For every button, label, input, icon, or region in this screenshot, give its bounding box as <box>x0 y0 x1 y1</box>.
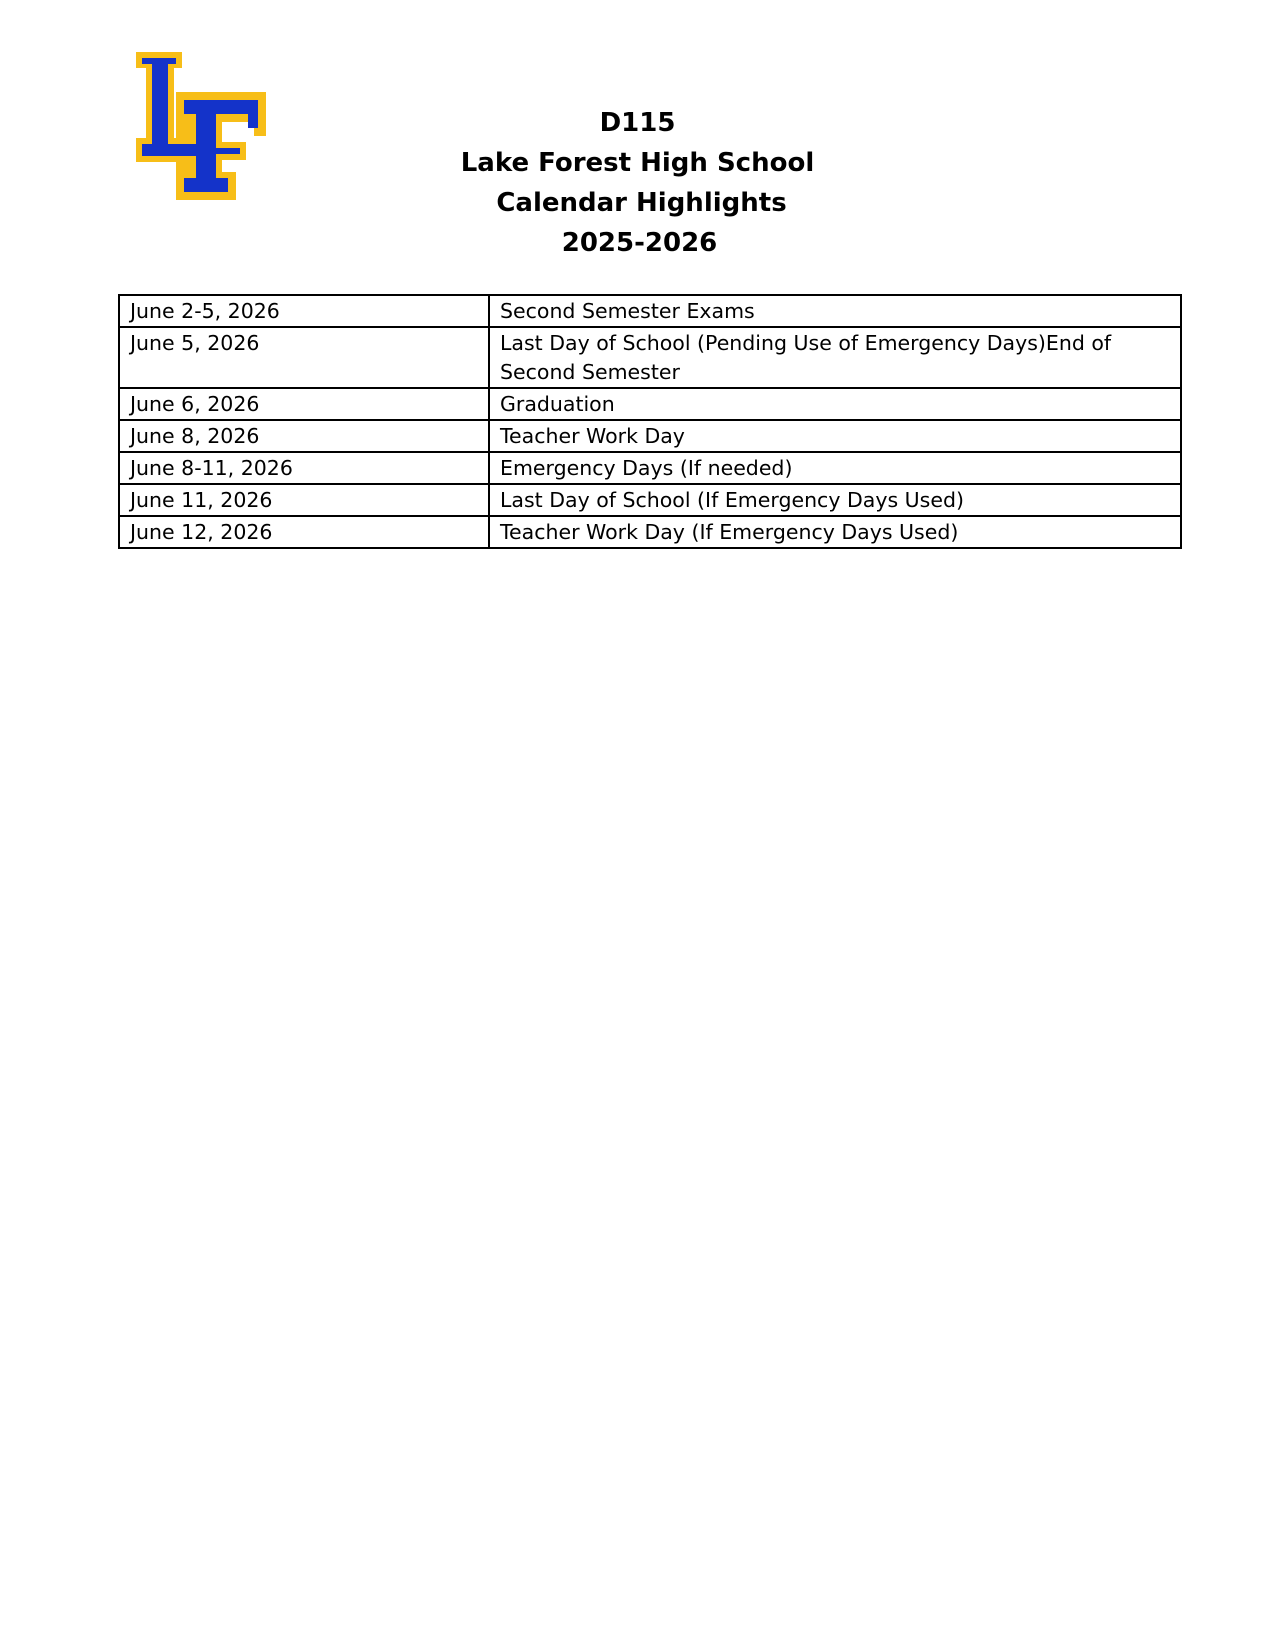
table-row <box>119 484 1181 516</box>
event-cell: Teacher Work Day (If Emergency Days Used) <box>489 516 1181 548</box>
event-cell: Graduation <box>489 388 1181 420</box>
table-row <box>119 452 1181 484</box>
school-year: 2025-2026 <box>561 228 718 258</box>
table-row <box>119 295 1181 327</box>
date-cell: June 2-5, 2026 <box>119 295 489 327</box>
document-header <box>0 103 1275 263</box>
date-cell: June 11, 2026 <box>119 484 489 516</box>
date-cell: June 8, 2026 <box>119 420 489 452</box>
calendar-table <box>118 294 1182 549</box>
table-row <box>119 388 1181 420</box>
date-cell: June 5, 2026 <box>119 327 489 388</box>
district-title: D115 <box>599 108 676 138</box>
school-name: Lake Forest High School <box>460 148 815 178</box>
table-row <box>119 516 1181 548</box>
event-cell: Emergency Days (If needed) <box>489 452 1181 484</box>
event-cell: Last Day of School (If Emergency Days Used) <box>489 484 1181 516</box>
table-row <box>119 420 1181 452</box>
event-cell: Second Semester Exams <box>489 295 1181 327</box>
event-cell: Last Day of School (Pending Use of Emergency Days)End of Second Semester <box>489 327 1181 388</box>
table-row <box>119 327 1181 388</box>
event-cell: Teacher Work Day <box>489 420 1181 452</box>
date-cell: June 8-11, 2026 <box>119 452 489 484</box>
date-cell: June 12, 2026 <box>119 516 489 548</box>
date-cell: June 6, 2026 <box>119 388 489 420</box>
calendar-subtitle: Calendar Highlights <box>496 188 787 218</box>
